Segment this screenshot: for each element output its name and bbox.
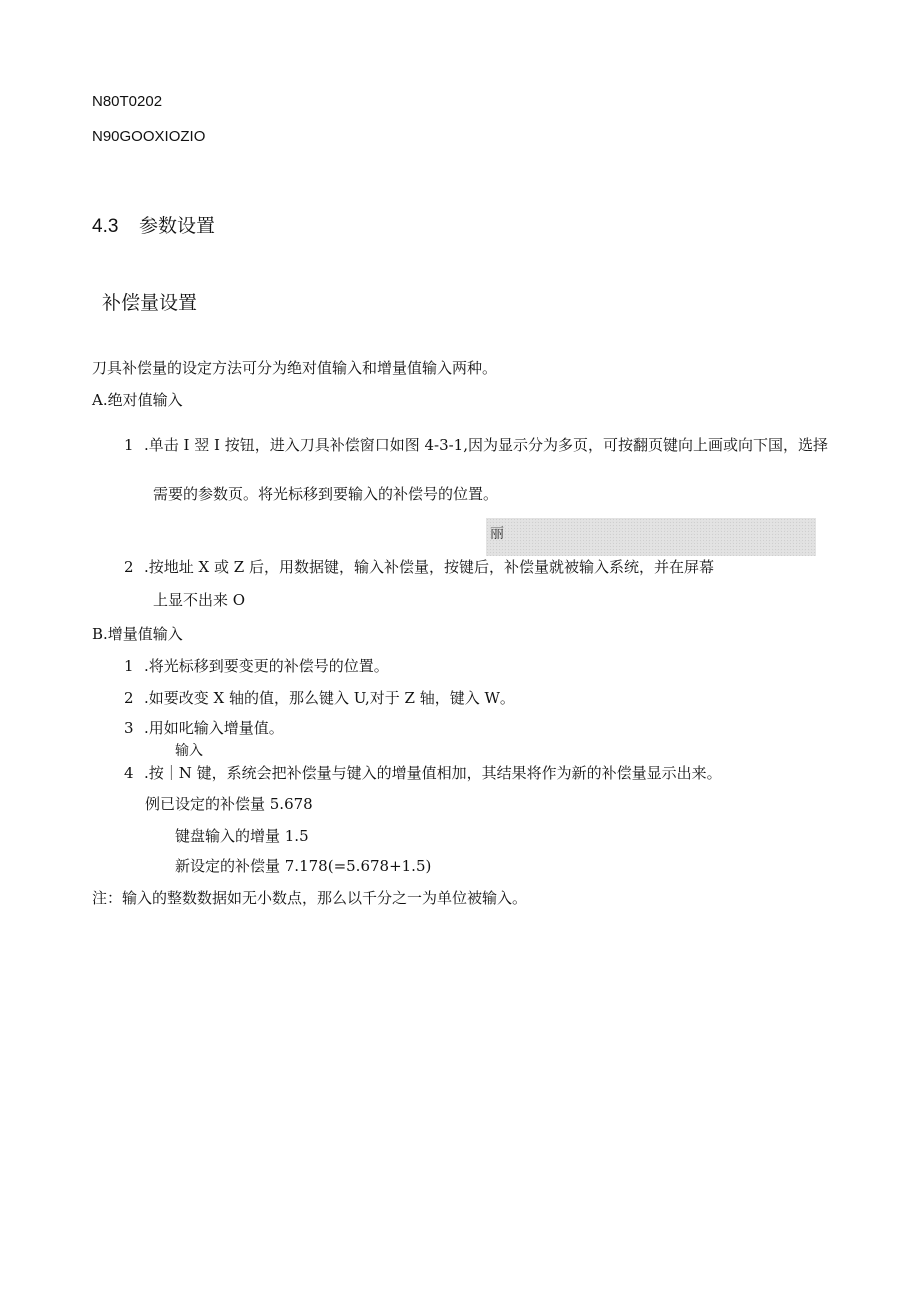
part-b-title: B.增量值输入	[92, 625, 183, 643]
code-line-n80: N80T0202	[92, 93, 163, 110]
part-a-item-1	[124, 435, 828, 455]
key-graphic-label: 丽	[490, 526, 504, 542]
item-number: 4	[124, 764, 134, 782]
part-a-title: A.绝对值输入	[92, 391, 183, 409]
item-number: 1	[124, 657, 134, 675]
item-text: .用如叱输入增量值。	[144, 719, 284, 737]
item-number: 1	[124, 436, 134, 454]
key-graphic-placeholder	[486, 518, 816, 556]
example-line-2: 键盘输入的增量 1.5	[175, 827, 309, 845]
example-line-1: 例已设定的补偿量 5.678	[145, 795, 313, 813]
item-text: .按｜N 键，系统会把补偿量与键入的增量值相加，其结果将作为新的补偿量显示出来。	[144, 764, 722, 782]
part-a-item-2-continuation: 上显不出来 O	[153, 591, 246, 609]
item-text: .按地址 X 或 Z 后，用数据键，输入补偿量，按键后，补偿量就被输入系统，并在屏幕	[144, 558, 714, 576]
section-heading	[92, 213, 215, 240]
item-number: 2	[124, 689, 134, 707]
section-title: 参数设置	[139, 215, 216, 237]
item-text: .将光标移到要变更的补偿号的位置。	[144, 657, 389, 675]
item-text: .单击 I 翌 I 按钮，进入刀具补偿窗口如图 4-3-1,因为显示分为多页，可按翻页键向上画或向下国，选择	[144, 436, 828, 454]
part-a-item-2	[124, 557, 714, 577]
part-b-item-2	[124, 688, 515, 708]
input-key-label: 输入	[175, 743, 203, 759]
part-b-item-3	[124, 718, 284, 738]
item-number: 3	[124, 719, 134, 737]
part-a-item-1-continuation: 需要的参数页。将光标移到要输入的补偿号的位置。	[153, 485, 499, 503]
item-text: .如要改变 X 轴的值，那么键入 U,对于 Z 轴，键入 W。	[144, 689, 515, 707]
part-b-item-1	[124, 656, 389, 676]
code-line-n90: N90GOOXIOZIO	[92, 128, 206, 145]
intro-paragraph: 刀具补偿量的设定方法可分为绝对值输入和增量值输入两种。	[92, 359, 498, 377]
item-number: 2	[124, 558, 134, 576]
example-line-3: 新设定的补偿量 7.178(=5.678+1.5)	[175, 857, 432, 875]
section-number: 4.3	[92, 216, 119, 237]
subsection-title: 补偿量设置	[102, 292, 198, 314]
note-paragraph: 注：输入的整数数据如无小数点，那么以千分之一为单位被输入。	[92, 889, 528, 907]
part-b-item-4	[124, 763, 722, 783]
